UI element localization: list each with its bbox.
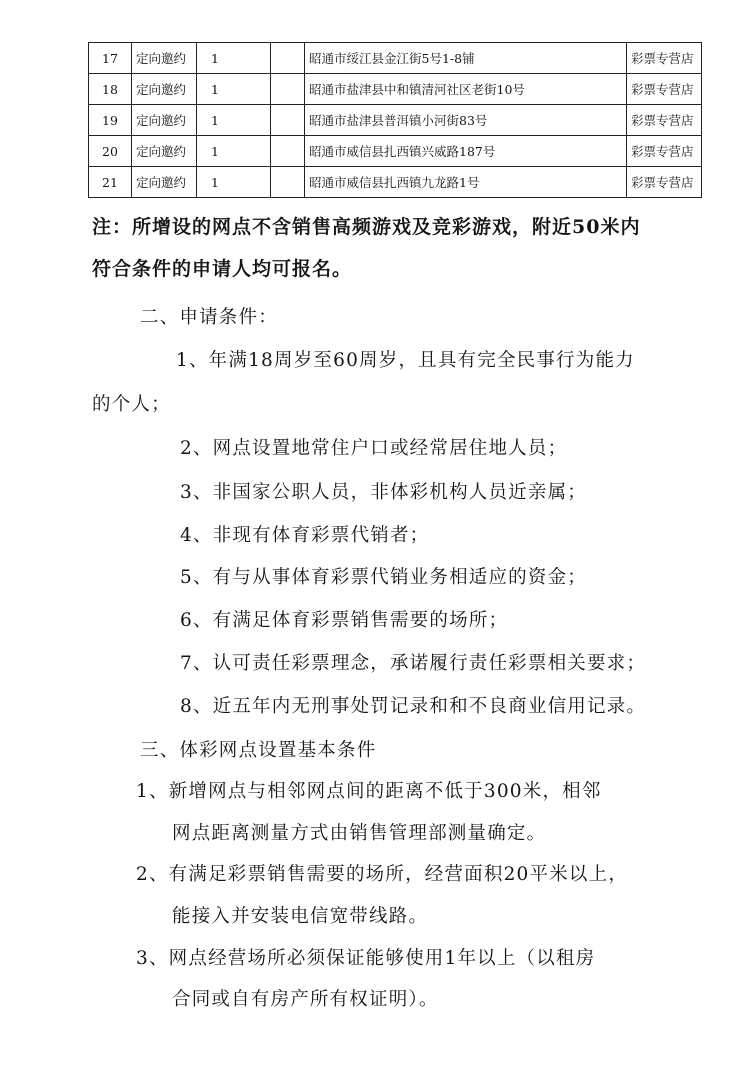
- blank-cell: [271, 105, 305, 136]
- section3-item1-line1: 1、新增网点与相邻网点间的距离不低于300米，相邻: [136, 781, 602, 802]
- section2-item6: 6、有满足体育彩票销售需要的场所；: [180, 610, 509, 631]
- blank-cell: [271, 74, 305, 105]
- section2-item4: 4、非现有体育彩票代销者；: [180, 525, 430, 546]
- outlet-address: 昭通市绥江县金江街5号1-8铺: [305, 43, 627, 74]
- outlet-address: 昭通市威信县扎西镇九龙路1号: [305, 167, 627, 198]
- invitation-type: 定向邀约: [132, 105, 197, 136]
- row-number: 17: [89, 43, 132, 74]
- invitation-type: 定向邀约: [132, 43, 197, 74]
- row-number: 18: [89, 74, 132, 105]
- outlet-address: 昭通市盐津县中和镇清河社区老街10号: [305, 74, 627, 105]
- section3-item2-line2: 能接入并安装电信宽带线路。: [172, 906, 429, 927]
- outlet-category: 彩票专营店: [627, 43, 702, 74]
- outlet-count: 1: [197, 136, 271, 167]
- blank-cell: [271, 167, 305, 198]
- outlet-category: 彩票专营店: [627, 105, 702, 136]
- section3-item3-line2: 合同或自有房产所有权证明）。: [172, 989, 439, 1010]
- outlet-count: 1: [197, 74, 271, 105]
- blank-cell: [271, 136, 305, 167]
- section2-item1-line1: 1、年满18周岁至60周岁，且具有完全民事行为能力: [176, 350, 635, 371]
- blank-cell: [271, 43, 305, 74]
- table-row: [89, 43, 702, 74]
- outlet-count: 1: [197, 167, 271, 198]
- row-number: 19: [89, 105, 132, 136]
- note-line-2: 符合条件的申请人均可报名。: [92, 258, 353, 280]
- note-line-1: 注：所增设的网点不含销售高频游戏及竞彩游戏，附近50米内: [92, 216, 641, 238]
- table-row: [89, 167, 702, 198]
- invitation-type: 定向邀约: [132, 136, 197, 167]
- invitation-type: 定向邀约: [132, 167, 197, 198]
- section3-item1-line2: 网点距离测量方式由销售管理部测量确定。: [172, 823, 547, 844]
- outlet-table: [88, 42, 702, 198]
- outlet-category: 彩票专营店: [627, 167, 702, 198]
- section2-item1-line2: 的个人；: [92, 394, 171, 415]
- section2-item7: 7、认可责任彩票理念，承诺履行责任彩票相关要求；: [180, 653, 647, 674]
- table-row: [89, 136, 702, 167]
- outlet-category: 彩票专营店: [627, 74, 702, 105]
- outlet-category: 彩票专营店: [627, 136, 702, 167]
- invitation-type: 定向邀约: [132, 74, 197, 105]
- section2-item5: 5、有与从事体育彩票代销业务相适应的资金；: [180, 567, 587, 588]
- section3-item3-line1: 3、网点经营场所必须保证能够使用1年以上（以租房: [136, 948, 596, 969]
- outlet-count: 1: [197, 105, 271, 136]
- row-number: 21: [89, 167, 132, 198]
- section2-item8: 8、近五年内无刑事处罚记录和和不良商业信用记录。: [180, 696, 647, 717]
- outlet-count: 1: [197, 43, 271, 74]
- section2-item2: 2、网点设置地常住户口或经常居住地人员；: [180, 438, 568, 459]
- section2-heading: 二、申请条件：: [140, 307, 278, 328]
- outlet-address: 昭通市盐津县普洱镇小河街83号: [305, 105, 627, 136]
- table-row: [89, 74, 702, 105]
- section3-item2-line1: 2、有满足彩票销售需要的场所，经营面积20平米以上，: [136, 864, 629, 885]
- row-number: 20: [89, 136, 132, 167]
- section3-heading: 三、体彩网点设置基本条件: [140, 740, 377, 761]
- table-row: [89, 105, 702, 136]
- section2-item3: 3、非国家公职人员，非体彩机构人员近亲属；: [180, 482, 587, 503]
- outlet-address: 昭通市威信县扎西镇兴威路187号: [305, 136, 627, 167]
